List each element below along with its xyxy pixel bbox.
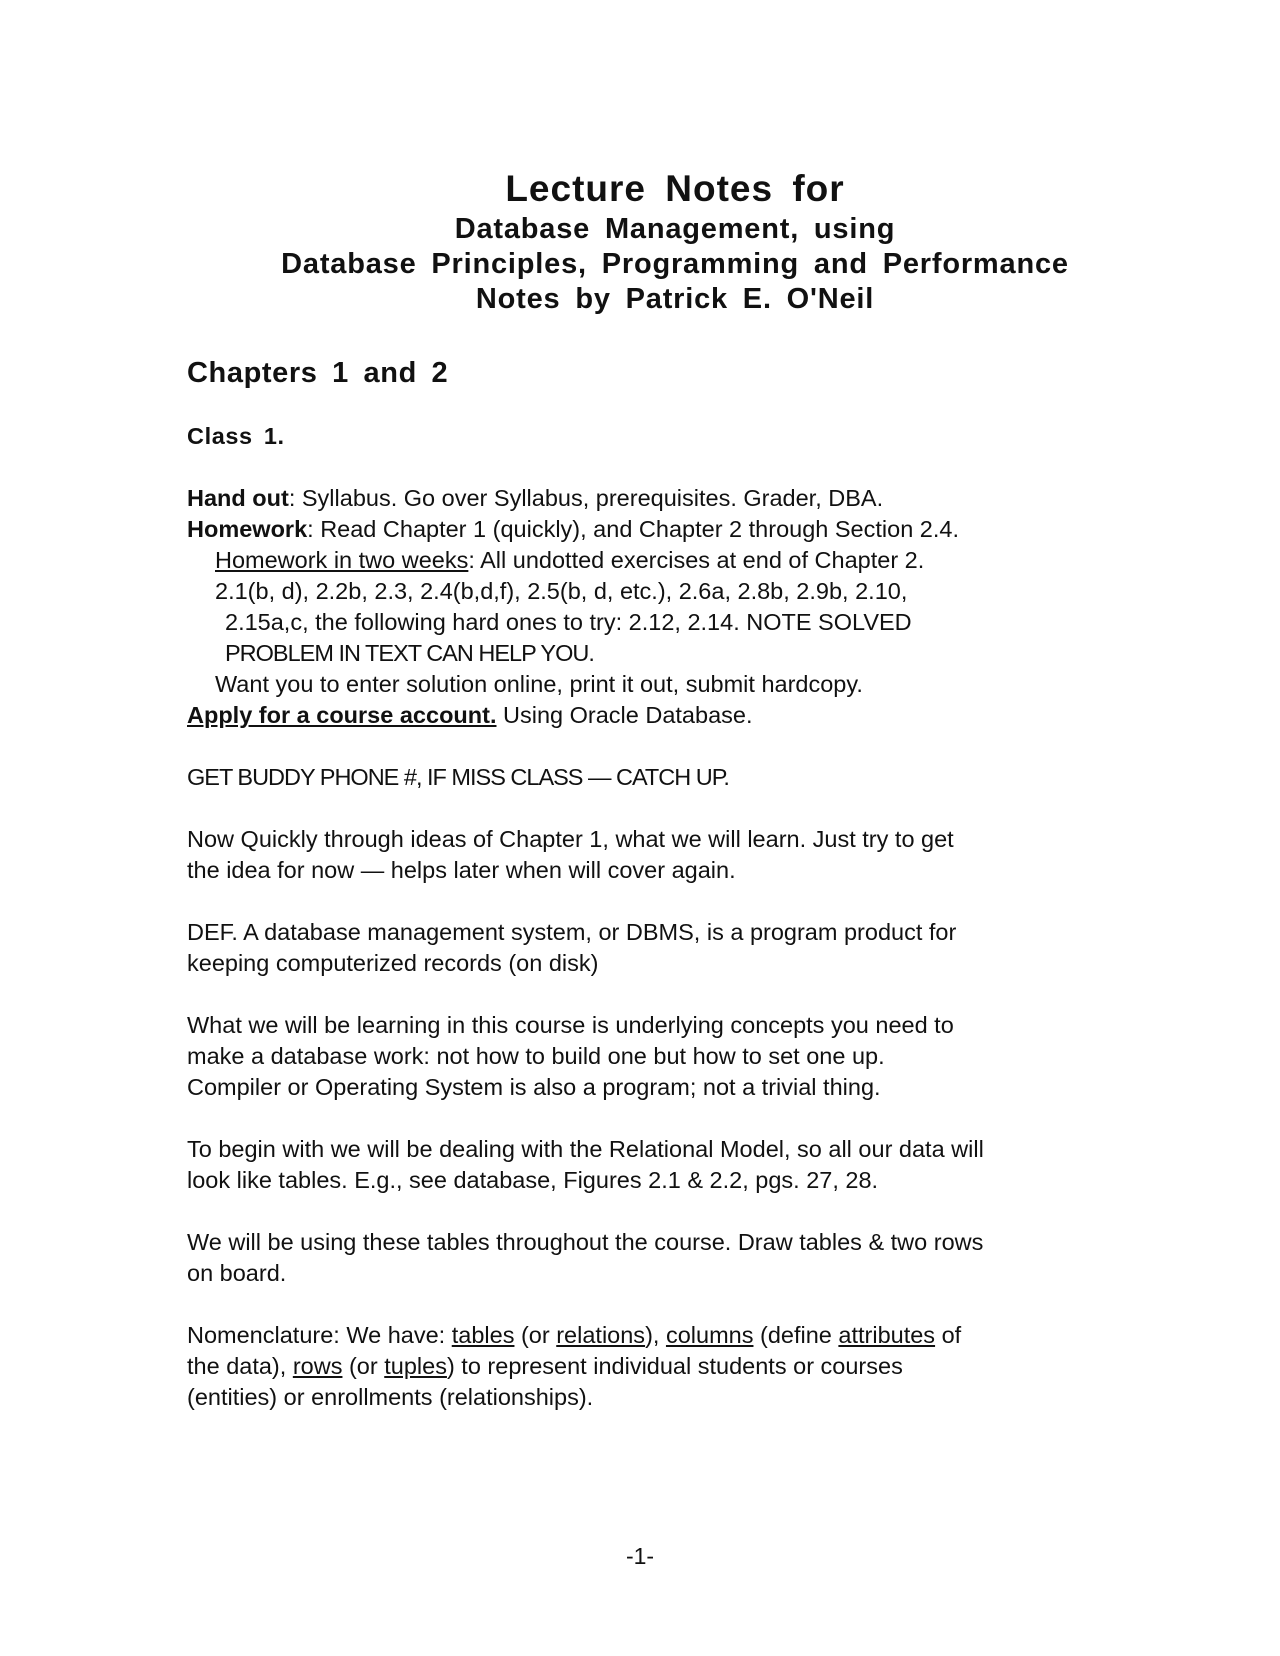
document-title: Lecture Notes for [505,168,845,209]
relational-paragraph-line-1: To begin with we will be dealing with the Relational Model, so all our data will [187,1136,984,1162]
term-tuples: tuples [384,1353,447,1379]
homework-line [187,514,1167,545]
tables-paragraph-line-1: We will be using these tables throughout the course. Draw tables & two rows [187,1229,984,1255]
title-block [0,166,1280,317]
term-attributes: attributes [838,1322,936,1348]
nomenclature-text: (define [753,1322,839,1348]
online-submit-line: Want you to enter solution online, print it out, submit hardcopy. [215,671,863,697]
handout-label: Hand out [187,485,289,511]
relational-paragraph-line-2: look like tables. E.g., see database, Figures 2.1 & 2.2, pgs. 27, 28. [187,1167,879,1193]
document-body [187,353,1167,1413]
document-subtitle-course: Database Management, using [454,213,896,245]
handout-text: : Syllabus. Go over Syllabus, prerequisites. Grader, DBA. [288,485,884,511]
nomenclature-text: ), [645,1322,666,1348]
exercises-line-3: PROBLEM IN TEXT CAN HELP YOU. [225,640,594,666]
homework-two-weeks-text: : All undotted exercises at end of Chapter 2. [468,547,925,573]
homework-two-weeks-line [187,545,1167,576]
learning-paragraph-line-3: Compiler or Operating System is also a program; not a trivial thing. [187,1074,881,1100]
nomenclature-line-3: (entities) or enrollments (relationships). [187,1384,594,1410]
homework-two-weeks-label: Homework in two weeks [215,547,469,573]
nomenclature-text: (or [514,1322,557,1348]
nomenclature-text: ) to represent individual students or courses [446,1353,903,1379]
document-subtitle-book: Database Principles, Programming and Performance [281,248,1069,280]
homework-label: Homework [187,516,308,542]
quick-paragraph-line-2: the idea for now — helps later when will cover again. [187,857,736,883]
tables-paragraph-line-2: on board. [187,1260,287,1286]
apply-text: Using Oracle Database. [496,702,753,728]
handout-line [187,483,1167,514]
term-columns: columns [665,1322,754,1348]
term-tables: tables [451,1322,515,1348]
term-rows: rows [292,1353,343,1379]
def-paragraph-line-2: keeping computerized records (on disk) [187,950,599,976]
page-number: -1- [625,1543,655,1569]
term-relations: relations [556,1322,646,1348]
nomenclature-line-1 [187,1320,1167,1351]
apply-line [187,700,1167,731]
chapters-heading: Chapters 1 and 2 [187,357,449,389]
apply-label: Apply for a course account. [187,702,497,728]
def-paragraph-line-1: DEF. A database management system, or DBMS, is a program product for [187,919,957,945]
document-author: Notes by Patrick E. O'Neil [475,283,875,315]
learning-paragraph-line-2: make a database work: not how to build one but how to set one up. [187,1043,885,1069]
nomenclature-text: of [935,1322,962,1348]
exercises-line-2: 2.15a,c, the following hard ones to try: 2.12, 2.14. NOTE SOLVED [225,609,912,635]
nomenclature-text: Nomenclature: We have: [187,1322,452,1348]
buddy-line: GET BUDDY PHONE #, IF MISS CLASS — CATCH UP. [187,764,729,790]
nomenclature-text: (or [342,1353,385,1379]
learning-paragraph-line-1: What we will be learning in this course is underlying concepts you need to [187,1012,954,1038]
quick-paragraph-line-1: Now Quickly through ideas of Chapter 1, what we will learn. Just try to get [187,826,954,852]
exercises-line-1: 2.1(b, d), 2.2b, 2.3, 2.4(b,d,f), 2.5(b, d, etc.), 2.6a, 2.8b, 2.9b, 2.10, [215,578,908,604]
nomenclature-text: the data), [187,1353,293,1379]
nomenclature-line-2 [187,1351,1167,1382]
homework-text: : Read Chapter 1 (quickly), and Chapter 2 through Section 2.4. [307,516,959,542]
class-heading: Class 1. [187,423,285,449]
